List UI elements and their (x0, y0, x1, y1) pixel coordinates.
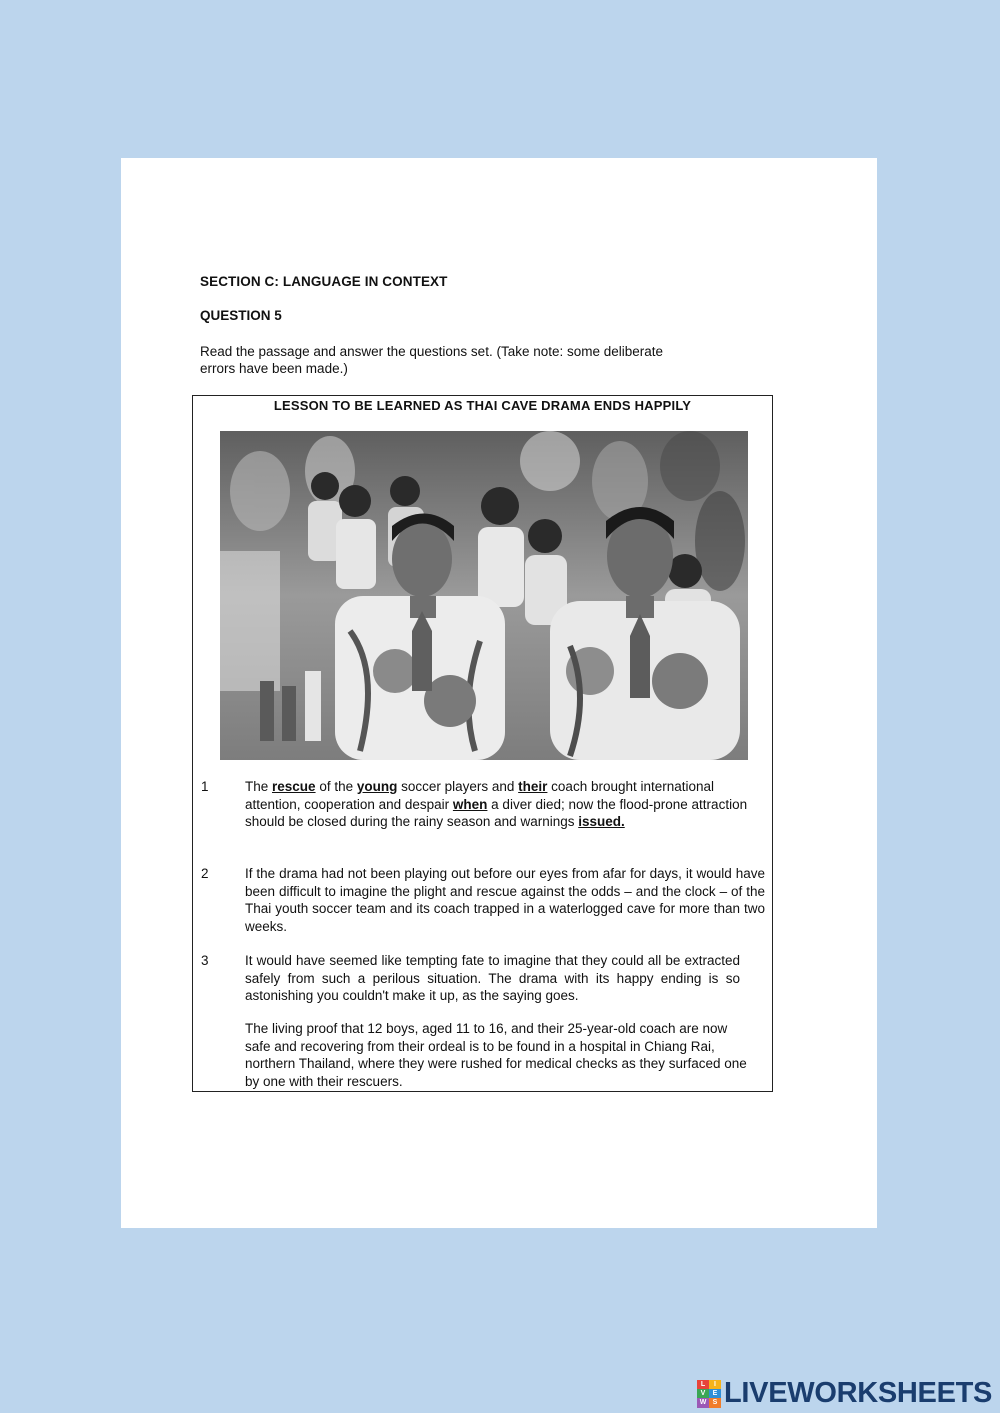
paragraph-number: 1 (201, 779, 209, 794)
article-title: LESSON TO BE LEARNED AS THAI CAVE DRAMA ENDS HAPPILY (273, 398, 692, 413)
paragraph-text (245, 778, 755, 831)
text-fragment: a diver died; now the flood-prone attraction should be closed during the rainy season and warnings (245, 796, 748, 829)
underlined-word-young: young (356, 779, 398, 794)
text-fragment: of the (315, 779, 357, 794)
paragraph-text: It would have seemed like tempting fate to imagine that they could all be extracted safely from such a perilous situation. The drama with its happy ending is so astonishing you couldn't make it up, as the saying goes. (245, 953, 740, 1003)
logo-letter: L (697, 1380, 709, 1389)
question-title: QUESTION 5 (200, 308, 282, 323)
paragraph-text: If the drama had not been playing out before our eyes from afar for days, it would have been difficult to imagine the plight and rescue against the odds – and the clock – of the Thai youth soccer team and its coach trapped in a waterlogged cave for more than two weeks. (245, 866, 765, 934)
logo-letter: I (709, 1380, 721, 1389)
paragraph-text: The living proof that 12 boys, aged 11 to 16, and their 25-year-old coach are now safe and recovering from their ordeal is to be found in a hospital in Chiang Rai, northern Thailand, where they were rushed for medical checks as they surfaced one by one with their rescuers. (245, 1021, 747, 1089)
section-title: SECTION C: LANGUAGE IN CONTEXT (200, 274, 448, 289)
paragraph-number: 2 (201, 866, 209, 881)
logo-letter: E (709, 1389, 721, 1398)
article-box (192, 395, 773, 1092)
liveworksheets-logo-icon (697, 1380, 721, 1408)
text-fragment: The (245, 779, 273, 794)
underlined-word-when: when (452, 796, 488, 812)
brand-name: LIVEWORKSHEETS (724, 1377, 993, 1409)
instructions-line-2: errors have been made.) (200, 361, 348, 376)
paragraph-number: 3 (201, 953, 209, 968)
logo-letter: W (697, 1398, 709, 1408)
photo-of-boys-icon (220, 431, 748, 760)
text-fragment: soccer players and (397, 779, 519, 794)
instructions-line-1: Read the passage and answer the questions set. (Take note: some deliberate (200, 344, 664, 359)
instructions (200, 343, 740, 377)
underlined-word-rescue: rescue (272, 779, 316, 794)
article-photo (220, 431, 748, 760)
liveworksheets-brand[interactable] (697, 1377, 992, 1410)
underlined-word-issued: issued. (578, 814, 625, 829)
logo-letter: S (709, 1398, 721, 1408)
text-fragment: coach brought international attention, cooperation and despair (245, 779, 715, 812)
underlined-word-their: their (518, 779, 548, 794)
logo-letter: V (697, 1389, 709, 1398)
worksheet-page (121, 158, 877, 1228)
